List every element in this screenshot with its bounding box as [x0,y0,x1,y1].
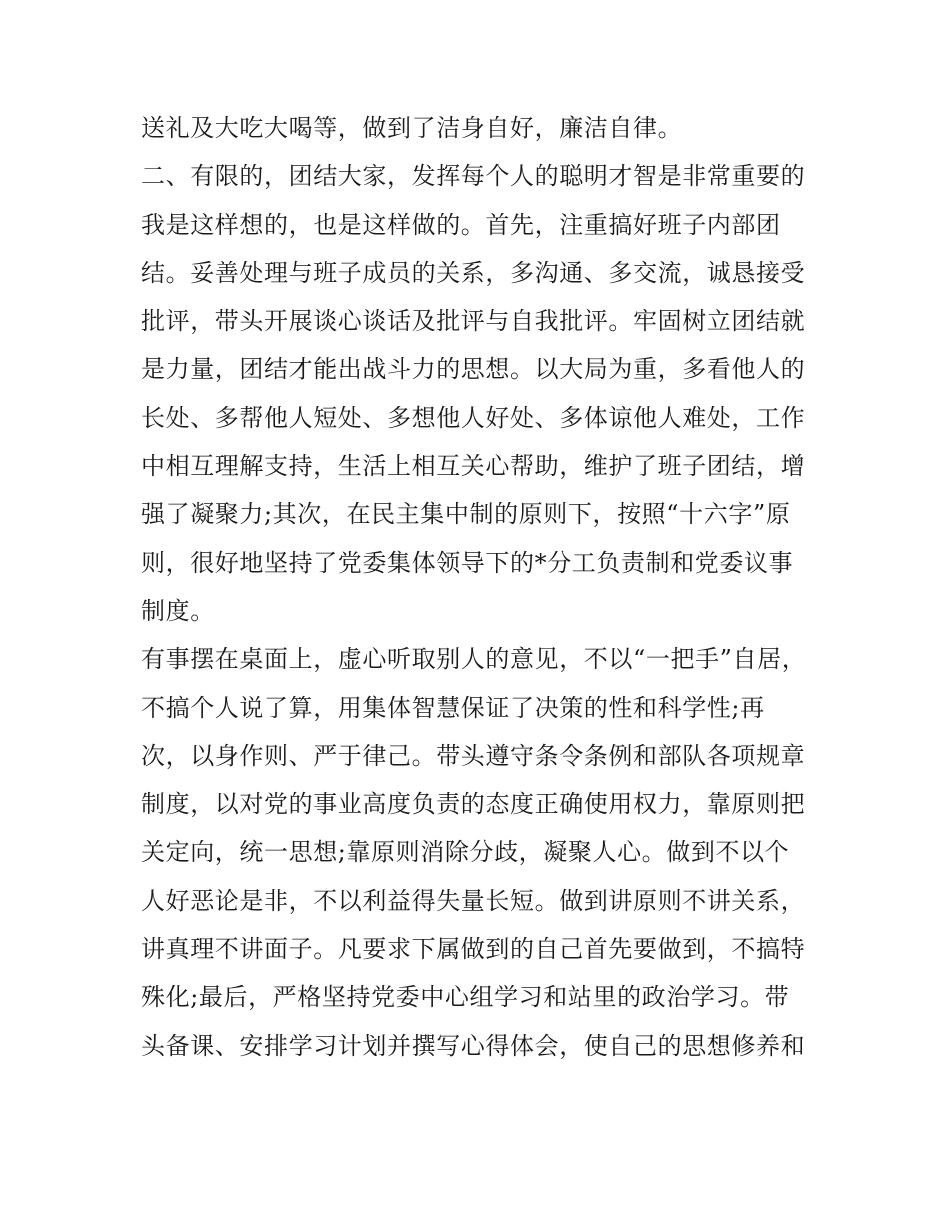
text-line: 关定向，统一思想;靠原则消除分歧，凝聚人心。做到不以个 [141,838,790,867]
text-line: 则，很好地坚持了党委集体领导下的*分工负责制和党委议事 [141,548,794,577]
text-line: 长处、多帮他人短处、多想他人好处、多体谅他人难处，工作 [141,403,806,432]
text-line: 讲真理不讲面子。凡要求下属做到的自己首先要做到，不搞特 [141,935,806,964]
text-line: 强了凝聚力;其次，在民主集中制的原则下，按照“十六字”原 [141,500,791,529]
text-line: 不搞个人说了算，用集体智慧保证了决策的性和科学性;再 [141,693,765,722]
text-line: 我是这样想的，也是这样做的。首先，注重搞好班子内部团 [141,210,781,239]
text-line: 人好恶论是非，不以利益得失量长短。做到讲原则不讲关系， [141,886,806,915]
text-line: 是力量，团结才能出战斗力的思想。以大局为重，多看他人的 [141,355,806,384]
text-line: 有事摆在桌面上，虚心听取别人的意见，不以“一把手”自居， [141,645,807,674]
text-line: 殊化;最后，严格坚持党委中心组学习和站里的政治学习。带 [141,983,790,1012]
text-line: 批评，带头开展谈心谈话及批评与自我批评。牢固树立团结就 [141,307,806,336]
text-line: 中相互理解支持，生活上相互关心帮助，维护了班子团结，增 [141,452,806,481]
text-line: 制度，以对党的事业高度负责的态度正确使用权力，靠原则把 [141,790,806,819]
body-text [141,104,841,1070]
text-line: 送礼及大吃大喝等，做到了洁身自好，廉洁自律。 [141,114,683,142]
text-line: 次，以身作则、严于律己。带头遵守条令条例和部队各项规章 [141,741,806,770]
text-line: 头备课、安排学习计划并撰写心得体会，使自己的思想修养和 [141,1031,806,1060]
text-line: 制度。 [141,596,215,625]
text-line: 结。妥善处理与班子成员的关系，多沟通、多交流，诚恳接受 [141,258,806,287]
text-line: 二、有限的，团结大家，发挥每个人的聪明才智是非常重要的 [141,162,806,191]
